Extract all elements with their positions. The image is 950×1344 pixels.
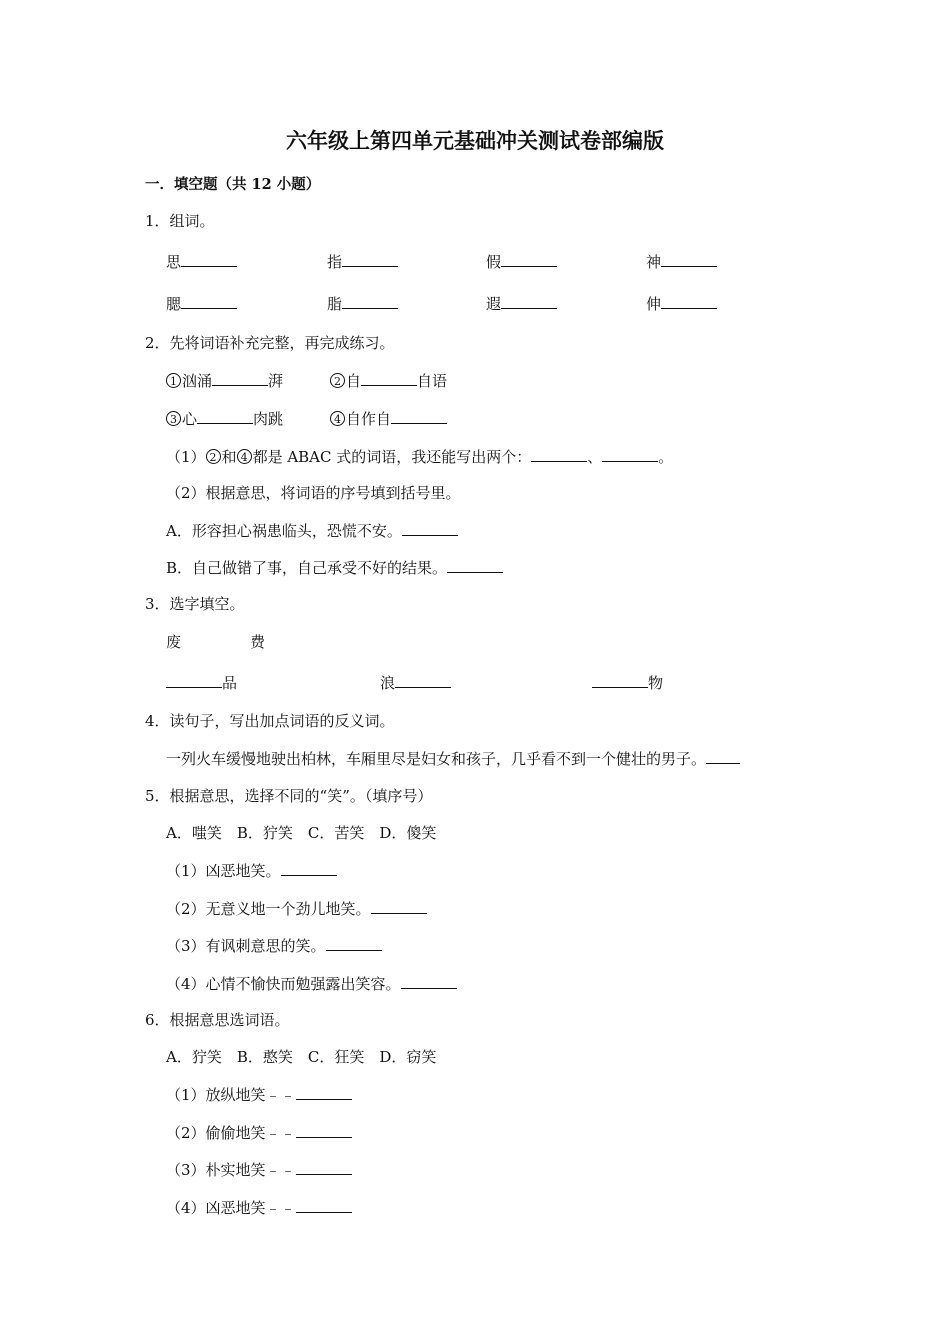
answer-blank[interactable] bbox=[326, 935, 382, 951]
q2-item-3: 3 心 肉跳 bbox=[166, 408, 283, 429]
answer-blank[interactable] bbox=[281, 860, 337, 876]
answer-blank[interactable] bbox=[661, 251, 717, 267]
q1-item: 指 bbox=[327, 251, 398, 272]
answer-blank[interactable] bbox=[501, 293, 557, 309]
answer-blank[interactable] bbox=[531, 446, 587, 462]
page-title: 六年级上第四单元基础冲关测试卷部编版 bbox=[286, 128, 664, 153]
answer-blank[interactable] bbox=[371, 898, 427, 914]
answer-blank[interactable] bbox=[361, 370, 417, 386]
answer-blank[interactable] bbox=[212, 370, 268, 386]
question-6-prompt: 6．根据意思选词语。 bbox=[145, 1011, 290, 1029]
answer-blank[interactable] bbox=[197, 408, 253, 424]
q3-item: 浪 bbox=[380, 672, 451, 693]
q1-item: 假 bbox=[486, 251, 557, 272]
q2-item-2: 2 自 自语 bbox=[330, 370, 447, 391]
answer-blank[interactable] bbox=[181, 251, 237, 267]
q2-item-4: 4 自作自 bbox=[330, 408, 447, 429]
answer-blank[interactable] bbox=[181, 293, 237, 309]
answer-blank[interactable] bbox=[395, 672, 451, 688]
q1-item: 脂 bbox=[327, 293, 398, 314]
q2-sub-1: （1） 2 和 4 都是 ABAC 式的词语，我还能写出两个： 、 。 bbox=[166, 448, 674, 466]
q2-option-a: A．形容担心祸患临头，恐慌不安。 bbox=[166, 520, 458, 541]
answer-blank[interactable] bbox=[342, 251, 398, 267]
q3-choice: 费 bbox=[250, 633, 266, 651]
q6-item: （1）放纵地笑﹣﹣ bbox=[166, 1084, 352, 1105]
section-heading: 一．填空题（共 12 小题） bbox=[145, 176, 321, 193]
q2-option-b: B．自己做错了事，自己承受不好的结果。 bbox=[166, 557, 503, 578]
q6-item: （2）偷偷地笑﹣﹣ bbox=[166, 1122, 352, 1143]
answer-blank[interactable] bbox=[166, 672, 222, 688]
answer-blank[interactable] bbox=[342, 293, 398, 309]
answer-blank[interactable] bbox=[296, 1122, 352, 1138]
question-5-prompt: 5．根据意思，选择不同的“笑”。（填序号） bbox=[145, 787, 433, 805]
answer-blank[interactable] bbox=[706, 748, 740, 764]
q6-options: A．狞笑 B．憨笑 C．狂笑 D．窃笑 bbox=[166, 1048, 437, 1066]
answer-blank[interactable] bbox=[296, 1197, 352, 1213]
q3-choice: 废 bbox=[166, 633, 182, 651]
answer-blank[interactable] bbox=[501, 251, 557, 267]
q6-item: （3）朴实地笑﹣﹣ bbox=[166, 1159, 352, 1180]
q3-item: 品 bbox=[166, 672, 237, 693]
q6-item: （4）凶恶地笑﹣﹣ bbox=[166, 1197, 352, 1218]
q2-item-1: 1 汹涌 湃 bbox=[166, 370, 283, 391]
answer-blank[interactable] bbox=[391, 408, 447, 424]
answer-blank[interactable] bbox=[447, 557, 503, 573]
q4-sentence: 一列火车缓慢地驶出柏林，车厢里尽是妇女和孩子，几乎看不到一个健壮的男子。 bbox=[166, 748, 811, 769]
q1-item: 腮 bbox=[166, 293, 237, 314]
q1-item: 思 bbox=[166, 251, 237, 272]
q5-item: （2）无意义地一个劲儿地笑。 bbox=[166, 898, 427, 919]
question-3-prompt: 3．选字填空。 bbox=[145, 595, 245, 613]
answer-blank[interactable] bbox=[602, 446, 658, 462]
q5-options: A．嗤笑 B．狞笑 C．苦笑 D．傻笑 bbox=[166, 824, 437, 842]
q1-item: 神 bbox=[646, 251, 717, 272]
q5-item: （1）凶恶地笑。 bbox=[166, 860, 337, 881]
question-1-prompt: 1．组词。 bbox=[145, 212, 215, 230]
answer-blank[interactable] bbox=[401, 973, 457, 989]
answer-blank[interactable] bbox=[402, 520, 458, 536]
answer-blank[interactable] bbox=[592, 672, 648, 688]
q3-item: 物 bbox=[592, 672, 663, 693]
answer-blank[interactable] bbox=[661, 293, 717, 309]
answer-blank[interactable] bbox=[296, 1159, 352, 1175]
q5-item: （3）有讽刺意思的笑。 bbox=[166, 935, 382, 956]
q1-item: 伸 bbox=[646, 293, 717, 314]
answer-blank[interactable] bbox=[296, 1084, 352, 1100]
q5-item: （4）心情不愉快而勉强露出笑容。 bbox=[166, 973, 457, 994]
question-4-prompt: 4．读句子，写出加点词语的反义词。 bbox=[145, 712, 395, 730]
q2-sub-2: （2）根据意思，将词语的序号填到括号里。 bbox=[166, 484, 461, 502]
question-2-prompt: 2．先将词语补充完整，再完成练习。 bbox=[145, 334, 395, 352]
q1-item: 遐 bbox=[486, 293, 557, 314]
